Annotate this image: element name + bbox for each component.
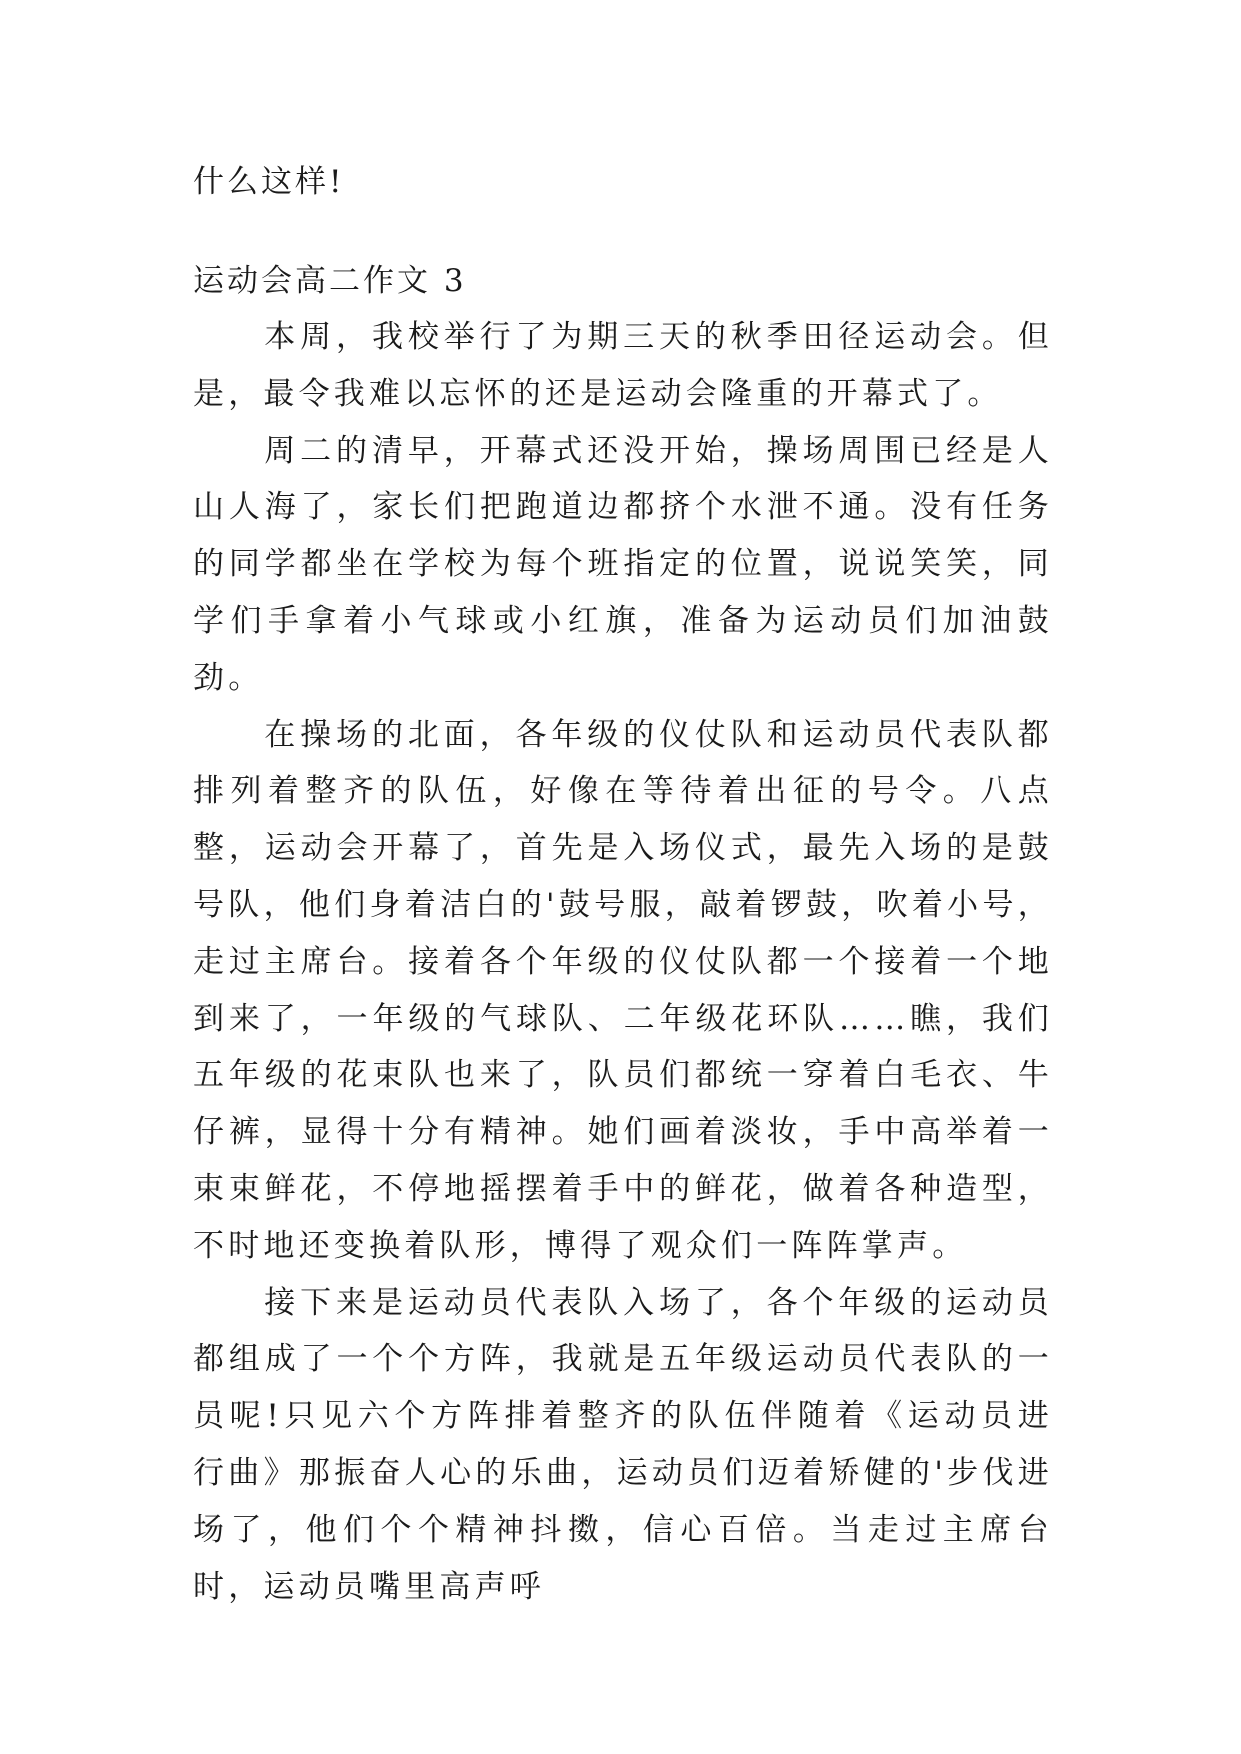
document-page <box>193 155 1053 1615</box>
paragraph-4: 接下来是运动员代表队入场了，各个年级的运动员都组成了一个个方阵，我就是五年级运动员代表队的一员呢!只见六个方阵排着整齐的队伍伴随着《运动员进行曲》那振奋人心的乐曲，运动员们迈着矫健的'步伐进场了，他们个个精神抖擞，信心百倍。当走过主席台时，运动员嘴里高声呼 <box>193 1284 1053 1605</box>
continuation-text: 什么这样! <box>193 164 345 200</box>
paragraph-1: 本周，我校举行了为期三天的秋季田径运动会。但是，最令我难以忘怀的还是运动会隆重的开幕式了。 <box>193 319 1053 412</box>
paragraph-2: 周二的清早，开幕式还没开始，操场周围已经是人山人海了，家长们把跑道边都挤个水泄不通。没有任务的同学都坐在学校为每个班指定的位置，说说笑笑，同学们手拿着小气球或小红旗，准备为运动员们加油鼓劲。 <box>193 432 1053 696</box>
paragraph-3: 在操场的北面，各年级的仪仗队和运动员代表队都排列着整齐的队伍，好像在等待着出征的号令。八点整，运动会开幕了，首先是入场仪式，最先入场的是鼓号队，他们身着洁白的'鼓号服，敲着锣鼓，吹着小号，走过主席台。接着各个年级的仪仗队都一个接着一个地到来了，一年级的气球队、二年级花环队……瞧，我们五年级的花束队也来了，队员们都统一穿着白毛衣、牛仔裤，显得十分有精神。她们画着淡妆，手中高举着一束束鲜花，不停地摇摆着手中的鲜花，做着各种造型，不时地还变换着队形，博得了观众们一阵阵掌声。 <box>193 716 1053 1264</box>
essay-heading: 运动会高二作文 3 <box>193 263 467 299</box>
